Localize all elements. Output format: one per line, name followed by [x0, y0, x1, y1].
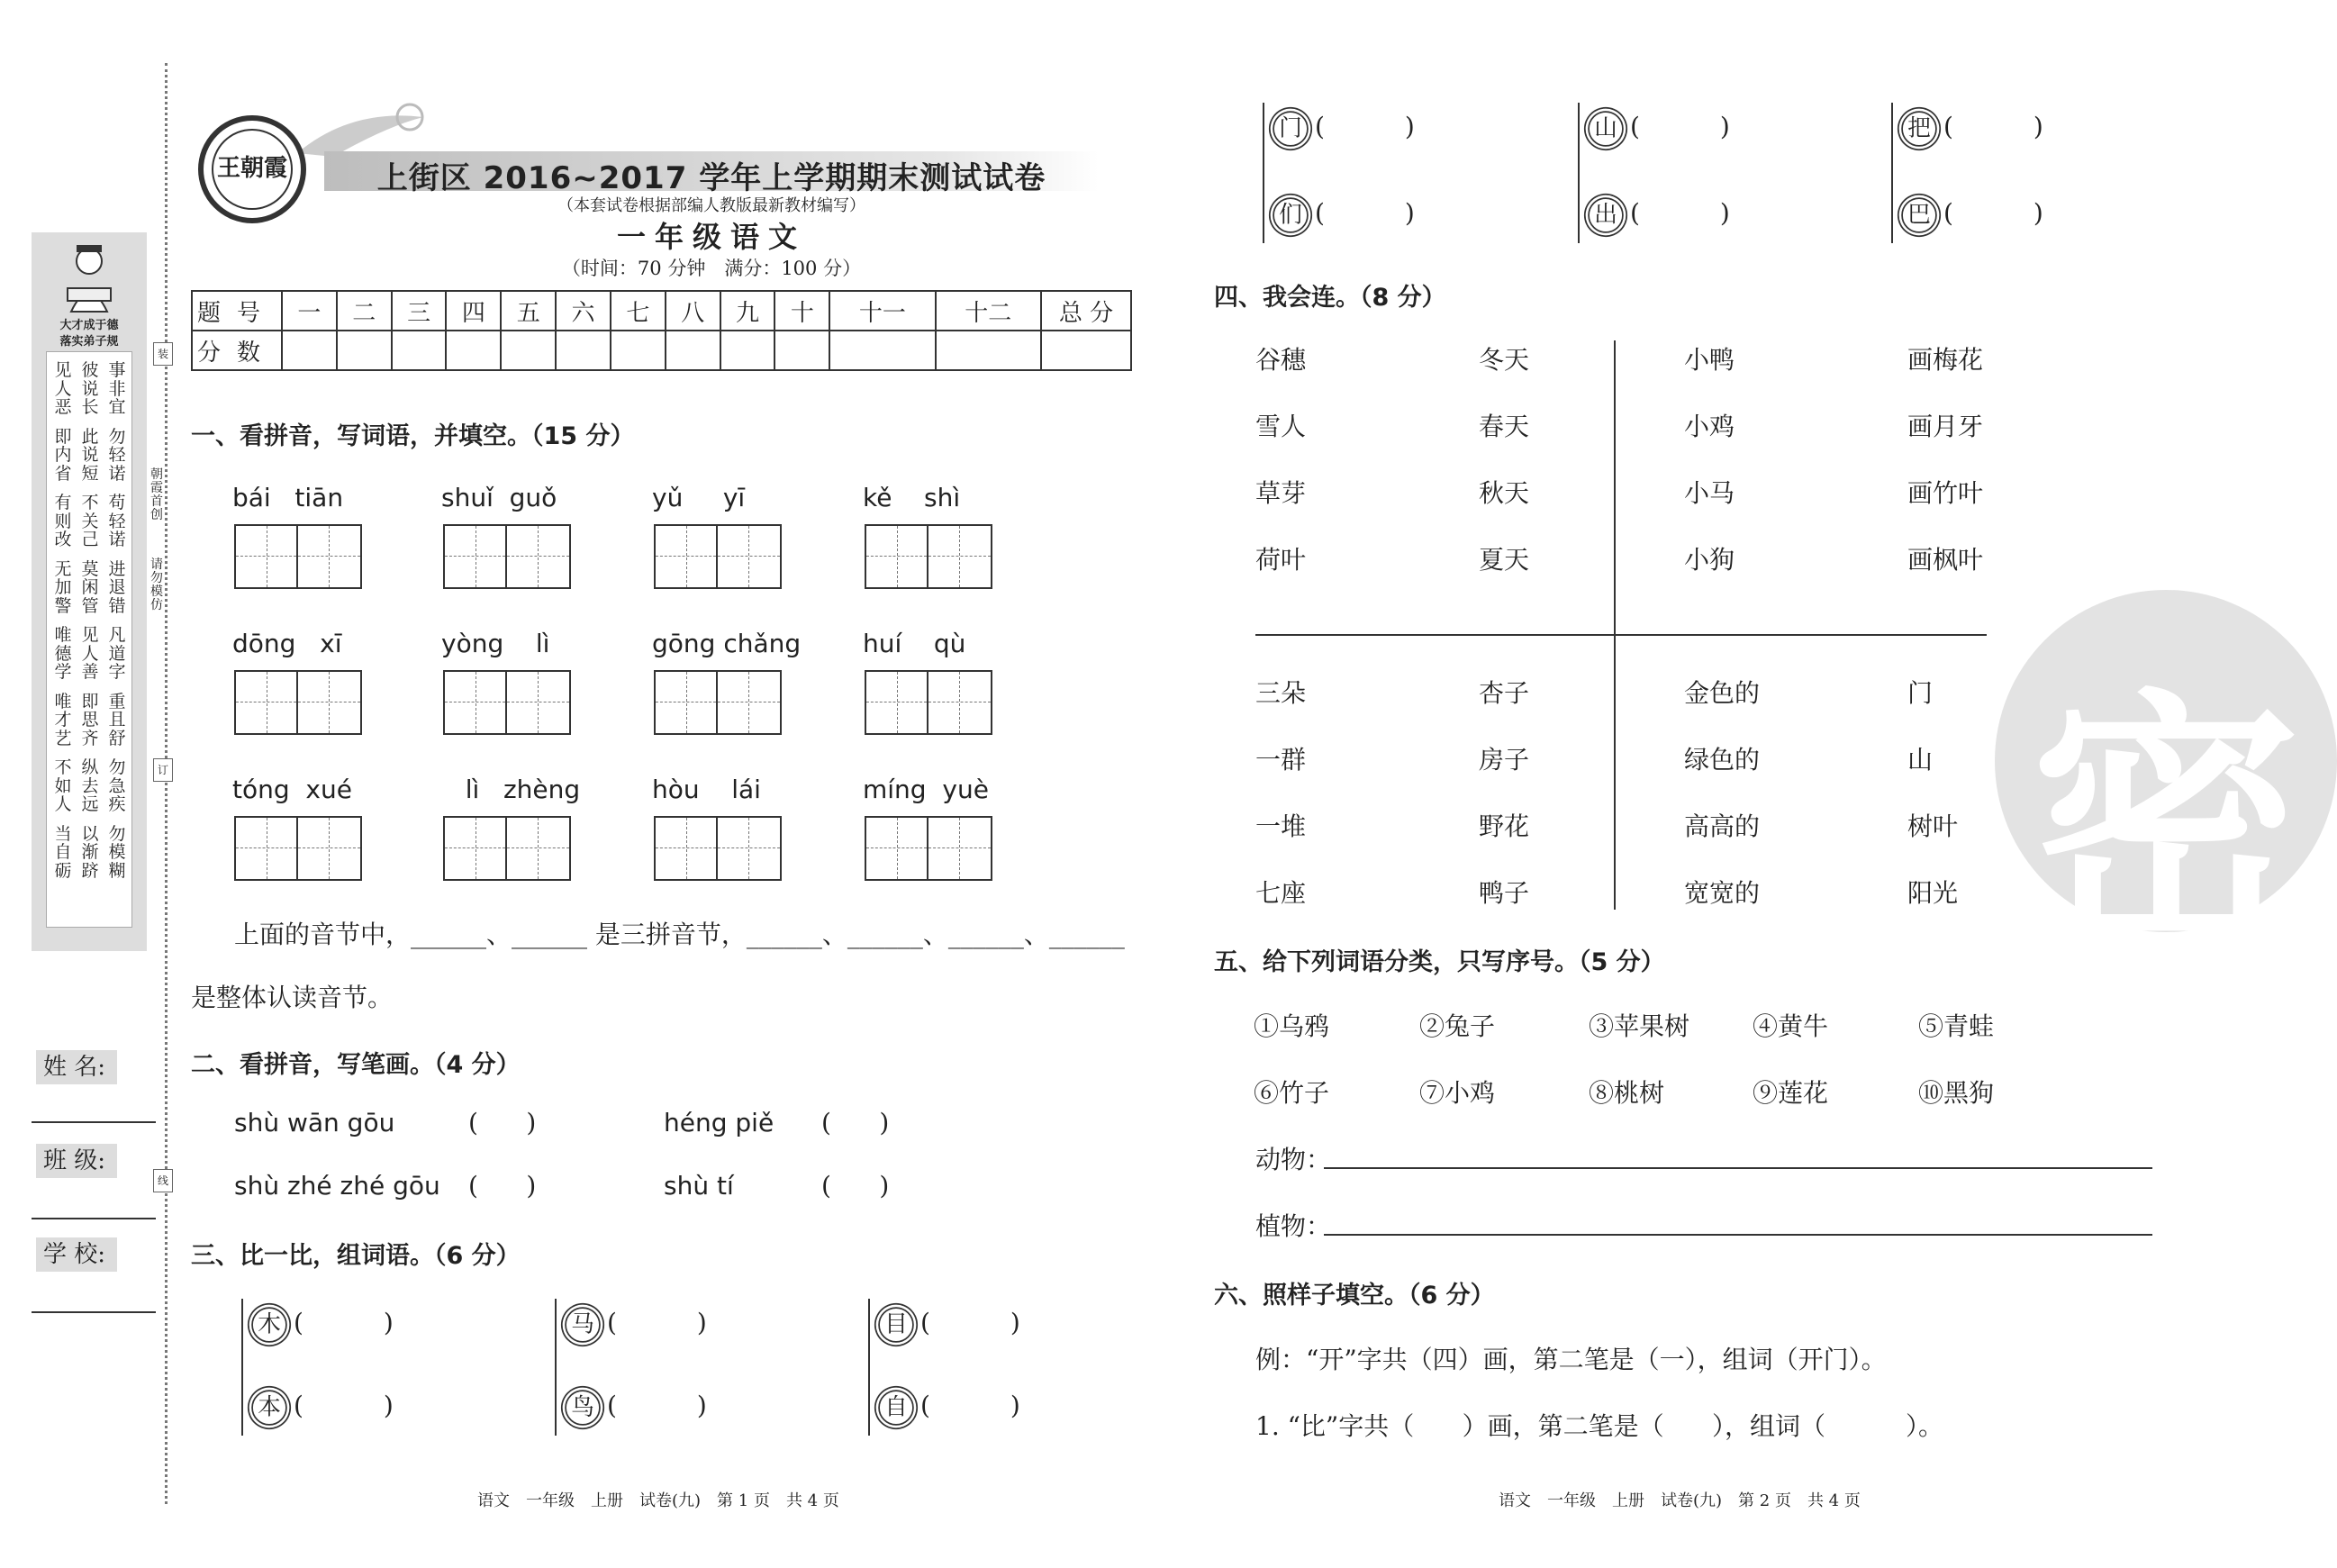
compare-char: 出	[1588, 197, 1624, 233]
tianzi-grid[interactable]	[234, 524, 362, 589]
compare-bracket	[1578, 103, 1580, 243]
motto-char: 进	[108, 558, 126, 579]
motto-char: 加	[54, 577, 72, 597]
compare-answer[interactable]: ( )	[294, 1391, 394, 1420]
motto-text-box	[46, 351, 132, 928]
match-word[interactable]: 鸭子	[1479, 878, 1530, 908]
section-6-example: 例：“开”字共（四）画，第二笔是（一），组词（开门）。	[1255, 1345, 1887, 1374]
stroke-pinyin-4: shù tí	[664, 1171, 734, 1201]
motto-char: 退	[108, 577, 126, 597]
compare-answer[interactable]: ( )	[920, 1308, 1020, 1337]
score-table-header-row	[192, 291, 1131, 331]
match-word[interactable]: 画竹叶	[1907, 478, 1984, 508]
tianzi-cell[interactable]	[298, 818, 360, 879]
section-1-title: 一、看拼音，写词语，并填空。（15 分）	[191, 422, 635, 450]
match-word[interactable]: 野花	[1479, 811, 1530, 841]
match-word[interactable]: 荷叶	[1255, 545, 1307, 575]
motto-caption-2: 落实弟子规	[59, 335, 119, 349]
tianzi-cell[interactable]	[656, 672, 718, 733]
compare-answer[interactable]: ( )	[1630, 198, 1730, 228]
motto-char: 见	[54, 360, 72, 380]
motto-char: 纵	[81, 757, 99, 777]
tianzi-cell[interactable]	[656, 526, 718, 587]
motto-char: 莫	[81, 558, 99, 579]
footer-page-1: 语文 一年级 上册 试卷(九) 第 1 页 共 4 页	[477, 1491, 839, 1510]
match-word[interactable]: 秋天	[1479, 478, 1530, 508]
tianzi-cell[interactable]	[507, 526, 569, 587]
match-word[interactable]: 谷穗	[1255, 345, 1307, 375]
tianzi-grid[interactable]	[865, 670, 992, 735]
motto-char: 即	[81, 691, 99, 711]
publisher-logo: 王朝霞	[198, 115, 306, 223]
plant-label: 植物：	[1255, 1211, 1332, 1241]
tianzi-grid[interactable]	[865, 816, 992, 881]
binding-mark-zhuang: 装	[153, 342, 173, 366]
confidential-seal: 密	[1995, 590, 2337, 932]
section-5-title: 五、给下列词语分类，只写序号。（5 分）	[1214, 948, 1665, 976]
pinyin-label: huí qù	[863, 629, 966, 658]
motto-char: 勿	[108, 757, 126, 777]
tianzi-cell[interactable]	[507, 818, 569, 879]
tianzi-cell[interactable]	[718, 526, 780, 587]
tianzi-cell[interactable]	[445, 818, 507, 879]
score-col: 七	[611, 291, 666, 331]
motto-char: 诺	[108, 530, 126, 549]
motto-char: 闲	[81, 577, 99, 597]
motto-char: 砺	[54, 860, 72, 881]
motto-char: 才	[54, 710, 72, 730]
score-col: 总 分	[1041, 291, 1131, 331]
match-word[interactable]: 画梅花	[1907, 345, 1984, 375]
pinyin-label: gōng chǎng	[652, 629, 802, 658]
motto-char: 改	[54, 530, 72, 549]
motto-char: 远	[81, 794, 99, 814]
stroke-answer-1[interactable]: ( )	[468, 1108, 537, 1137]
tianzi-cell[interactable]	[236, 818, 298, 879]
motto-char: 疾	[108, 794, 126, 814]
matching-divider-horizontal	[1255, 634, 1987, 636]
exam-time-info: （时间：70 分钟 满分：100 分）	[561, 258, 862, 279]
tianzi-cell[interactable]	[298, 672, 360, 733]
score-table-row1-label: 题号	[192, 291, 282, 331]
score-cell[interactable]	[501, 331, 556, 370]
motto-char: 恶	[54, 397, 72, 417]
score-col: 一	[282, 291, 337, 331]
motto-char: 见	[81, 625, 99, 645]
motto-char: 如	[54, 775, 72, 796]
tianzi-cell[interactable]	[866, 818, 928, 879]
score-cell[interactable]	[1041, 331, 1131, 370]
score-cell[interactable]	[720, 331, 775, 370]
score-cell[interactable]	[936, 331, 1041, 370]
pinyin-label: shuǐ guǒ	[441, 483, 557, 512]
classify-word: ⑤青蛙	[1918, 1011, 1995, 1041]
gutter-note-2: 请勿模仿	[150, 557, 163, 612]
classify-word: ①乌鸦	[1254, 1011, 1330, 1041]
compare-answer[interactable]: ( )	[1315, 198, 1415, 228]
match-word[interactable]: 阳光	[1907, 878, 1959, 908]
stroke-pinyin-2: héng piě	[664, 1108, 774, 1137]
match-word[interactable]: 雪人	[1255, 412, 1307, 441]
compare-char: 们	[1273, 197, 1309, 233]
motto-char: 急	[108, 775, 126, 796]
motto-char: 事	[108, 360, 126, 380]
motto-column	[104, 361, 130, 891]
compare-char: 门	[1273, 111, 1309, 147]
class-field[interactable]	[32, 1218, 156, 1219]
stroke-pinyin-1: shù wān gōu	[234, 1108, 395, 1137]
school-field[interactable]	[32, 1311, 156, 1313]
motto-char: 跻	[81, 860, 99, 881]
motto-char: 学	[54, 662, 72, 682]
motto-char: 齐	[81, 728, 99, 748]
motto-char: 苟	[108, 493, 126, 512]
match-word[interactable]: 三朵	[1255, 678, 1307, 708]
animal-label: 动物：	[1255, 1145, 1332, 1174]
binding-mark-ding: 订	[153, 758, 173, 782]
motto-char: 渐	[81, 842, 99, 862]
motto-char: 非	[108, 378, 126, 399]
motto-char: 当	[54, 823, 72, 844]
motto-char: 艺	[54, 728, 72, 748]
score-col: 十二	[936, 291, 1041, 331]
compare-char: 鸟	[565, 1390, 601, 1426]
tianzi-cell[interactable]	[236, 526, 298, 587]
match-word[interactable]: 小马	[1684, 478, 1735, 508]
match-word[interactable]: 小狗	[1684, 545, 1735, 575]
match-word[interactable]: 高高的	[1684, 811, 1761, 841]
match-word[interactable]: 山	[1907, 745, 1934, 775]
motto-char: 自	[54, 842, 72, 862]
tianzi-cell[interactable]	[445, 672, 507, 733]
binding-line	[165, 63, 168, 1504]
motto-char: 重	[108, 691, 126, 711]
pinyin-label: kě shì	[863, 483, 961, 512]
motto-char: 勿	[108, 823, 126, 844]
score-col: 四	[446, 291, 501, 331]
motto-char: 轻	[108, 445, 126, 465]
score-col: 五	[501, 291, 556, 331]
tianzi-cell[interactable]	[718, 818, 780, 879]
tianzi-grid[interactable]	[443, 524, 571, 589]
stroke-answer-3[interactable]: ( )	[468, 1171, 537, 1201]
motto-char: 人	[54, 378, 72, 399]
motto-char: 以	[81, 823, 99, 844]
score-cell[interactable]	[774, 331, 829, 370]
score-cell[interactable]	[337, 331, 392, 370]
motto-char: 字	[108, 662, 126, 682]
plant-answer-line[interactable]	[1324, 1234, 2152, 1236]
compare-bracket	[241, 1299, 243, 1436]
classify-word: ②兔子	[1419, 1011, 1496, 1041]
motto-char: 有	[54, 493, 72, 512]
score-table-score-row	[192, 331, 1131, 370]
classify-word: ④黄牛	[1753, 1011, 1829, 1041]
compare-char: 山	[1588, 111, 1624, 147]
compare-answer[interactable]: ( )	[607, 1391, 707, 1420]
motto-char: 即	[54, 426, 72, 447]
motto-char: 勿	[108, 426, 126, 447]
motto-column	[77, 361, 103, 891]
section-4-title: 四、我会连。（8 分）	[1214, 284, 1446, 312]
stroke-answer-4[interactable]: ( )	[821, 1171, 890, 1201]
tianzi-grid[interactable]	[234, 816, 362, 881]
classify-word: ⑥竹子	[1254, 1078, 1330, 1108]
tianzi-cell[interactable]	[928, 672, 991, 733]
motto-char: 轻	[108, 511, 126, 531]
section-6-question-1[interactable]: 1. “比”字共（ ）画，第二笔是（ ），组词（ ）。	[1255, 1411, 1944, 1441]
motto-char: 省	[54, 463, 72, 484]
compare-answer[interactable]: ( )	[607, 1308, 707, 1337]
compare-char: 马	[565, 1307, 601, 1343]
motto-char: 模	[108, 842, 126, 862]
motto-char: 去	[81, 775, 99, 796]
match-word[interactable]: 树叶	[1907, 811, 1959, 841]
classify-word: ③苹果树	[1589, 1011, 1690, 1041]
footer-page-2: 语文 一年级 上册 试卷(九) 第 2 页 共 4 页	[1499, 1491, 1861, 1510]
motto-char: 说	[81, 378, 99, 399]
motto-char: 糊	[108, 860, 126, 881]
match-word[interactable]: 绿色的	[1684, 745, 1761, 775]
classify-word: ⑩黑狗	[1918, 1078, 1995, 1108]
section-2-title: 二、看拼音，写笔画。（4 分）	[191, 1051, 521, 1079]
motto-char: 彼	[81, 360, 99, 380]
tianzi-cell[interactable]	[928, 818, 991, 879]
motto-char: 舒	[108, 728, 126, 748]
pinyin-label: hòu lái	[652, 775, 761, 804]
motto-char: 此	[81, 426, 99, 447]
gutter-note-1: 朝霞首创	[150, 467, 163, 522]
compare-char: 目	[878, 1307, 914, 1343]
motto-column	[50, 361, 76, 891]
compare-answer[interactable]: ( )	[920, 1391, 1020, 1420]
score-table	[191, 290, 1132, 371]
score-col: 三	[392, 291, 447, 331]
motto-char: 德	[54, 643, 72, 664]
motto-char: 说	[81, 445, 99, 465]
match-word[interactable]: 房子	[1479, 745, 1530, 775]
motto-char: 不	[81, 493, 99, 512]
compare-char: 巴	[1901, 197, 1937, 233]
compare-bracket	[555, 1299, 557, 1436]
score-cell[interactable]	[829, 331, 935, 370]
section-1-fill-line-2: 是整体认读音节。	[191, 983, 394, 1012]
motto-char: 长	[81, 397, 99, 417]
tianzi-grid[interactable]	[654, 524, 782, 589]
compare-answer[interactable]: ( )	[1943, 112, 2043, 141]
motto-char: 错	[108, 595, 126, 616]
compare-answer[interactable]: ( )	[1630, 112, 1730, 141]
compare-answer[interactable]: ( )	[294, 1308, 394, 1337]
tianzi-cell[interactable]	[928, 526, 991, 587]
classify-word: ⑧桃树	[1589, 1078, 1665, 1108]
compare-bracket	[868, 1299, 870, 1436]
match-word[interactable]: 小鸡	[1684, 412, 1735, 441]
compare-answer[interactable]: ( )	[1315, 112, 1415, 141]
tianzi-cell[interactable]	[718, 672, 780, 733]
score-col: 六	[556, 291, 611, 331]
motto-char: 唯	[54, 691, 72, 711]
motto-char: 关	[81, 511, 99, 531]
section-3-title: 三、比一比，组词语。（6 分）	[191, 1242, 521, 1270]
match-word[interactable]: 画月牙	[1907, 412, 1984, 441]
score-col: 十一	[829, 291, 935, 331]
pinyin-label: lì zhèng	[441, 775, 581, 804]
match-word[interactable]: 杏子	[1479, 678, 1530, 708]
motto-caption-1: 大才成于德	[59, 319, 119, 332]
score-col: 八	[666, 291, 720, 331]
tianzi-cell[interactable]	[656, 818, 718, 879]
motto-char: 无	[54, 558, 72, 579]
tianzi-cell[interactable]	[866, 672, 928, 733]
score-cell[interactable]	[392, 331, 447, 370]
section-1-fill-line: 上面的音节中，______、______ 是三拼音节，______、______、______、______	[234, 920, 1125, 949]
motto-char: 道	[108, 643, 126, 664]
match-word[interactable]: 冬天	[1479, 345, 1530, 375]
tianzi-grid[interactable]	[654, 816, 782, 881]
score-cell[interactable]	[611, 331, 666, 370]
motto-char: 内	[54, 445, 72, 465]
name-label: 姓 名:	[36, 1050, 117, 1084]
motto-char: 己	[81, 530, 99, 549]
match-word[interactable]: 宽宽的	[1684, 878, 1761, 908]
match-word[interactable]: 七座	[1255, 878, 1307, 908]
compare-answer[interactable]: ( )	[1943, 198, 2043, 228]
tianzi-grid[interactable]	[865, 524, 992, 589]
match-word[interactable]: 草芽	[1255, 478, 1307, 508]
motto-char: 人	[81, 643, 99, 664]
tianzi-grid[interactable]	[443, 670, 571, 735]
stroke-answer-2[interactable]: ( )	[821, 1108, 890, 1137]
exam-title: 上街区 2016~2017 学年上学期期末测试试卷	[376, 160, 1046, 196]
motto-char: 且	[108, 710, 126, 730]
classify-word: ⑦小鸡	[1419, 1078, 1496, 1108]
motto-panel	[32, 232, 147, 951]
tianzi-grid[interactable]	[234, 670, 362, 735]
pinyin-label: tóng xué	[232, 775, 352, 804]
score-cell[interactable]	[446, 331, 501, 370]
tianzi-cell[interactable]	[298, 526, 360, 587]
score-table-row2-label: 分数	[192, 331, 282, 370]
school-label: 学 校:	[36, 1237, 117, 1272]
class-label: 班 级:	[36, 1144, 117, 1178]
match-word[interactable]: 夏天	[1479, 545, 1530, 575]
motto-char: 则	[54, 511, 72, 531]
compare-char: 本	[251, 1390, 287, 1426]
motto-char: 宜	[108, 397, 126, 417]
tianzi-cell[interactable]	[507, 672, 569, 733]
score-cell[interactable]	[556, 331, 611, 370]
scholar-illustration	[62, 241, 116, 313]
match-word[interactable]: 一群	[1255, 745, 1307, 775]
compare-char: 木	[251, 1307, 287, 1343]
pinyin-label: bái tiān	[232, 483, 344, 512]
pinyin-label: yòng lì	[441, 629, 550, 658]
match-word[interactable]: 门	[1907, 678, 1934, 708]
exam-subtitle: （本套试卷根据部编人教版最新教材编写）	[557, 196, 865, 215]
pinyin-label: míng yuè	[863, 775, 989, 804]
tianzi-cell[interactable]	[236, 672, 298, 733]
motto-char: 诺	[108, 463, 126, 484]
animal-answer-line[interactable]	[1324, 1167, 2152, 1169]
score-cell[interactable]	[666, 331, 720, 370]
motto-char: 唯	[54, 625, 72, 645]
motto-char: 善	[81, 662, 99, 682]
matching-divider-vertical	[1614, 340, 1616, 910]
motto-char: 人	[54, 794, 72, 814]
motto-char: 思	[81, 710, 99, 730]
tianzi-grid[interactable]	[654, 670, 782, 735]
score-col: 十	[774, 291, 829, 331]
match-word[interactable]: 金色的	[1684, 678, 1761, 708]
pinyin-label: dōng xī	[232, 629, 342, 658]
motto-char: 短	[81, 463, 99, 484]
compare-char: 自	[878, 1390, 914, 1426]
name-field[interactable]	[32, 1121, 156, 1123]
score-col: 二	[337, 291, 392, 331]
classify-word: ⑨莲花	[1753, 1078, 1829, 1108]
stroke-pinyin-3: shù zhé zhé gōu	[234, 1171, 440, 1201]
motto-char: 警	[54, 595, 72, 616]
motto-char: 不	[54, 757, 72, 777]
motto-char: 管	[81, 595, 99, 616]
pinyin-label: yǔ yī	[652, 483, 746, 512]
match-word[interactable]: 一堆	[1255, 811, 1307, 841]
compare-char: 把	[1901, 111, 1937, 147]
tianzi-cell[interactable]	[445, 526, 507, 587]
match-word[interactable]: 画枫叶	[1907, 545, 1984, 575]
score-col: 九	[720, 291, 775, 331]
compare-bracket	[1263, 103, 1264, 243]
tianzi-cell[interactable]	[866, 526, 928, 587]
compare-bracket	[1891, 103, 1893, 243]
tianzi-grid[interactable]	[443, 816, 571, 881]
match-word[interactable]: 春天	[1479, 412, 1530, 441]
binding-mark-xian: 线	[153, 1169, 173, 1192]
match-word[interactable]: 小鸭	[1684, 345, 1735, 375]
motto-char: 凡	[108, 625, 126, 645]
exam-subject: 一年级语文	[616, 220, 806, 254]
section-6-title: 六、照样子填空。（6 分）	[1214, 1282, 1495, 1310]
score-cell[interactable]	[282, 331, 337, 370]
